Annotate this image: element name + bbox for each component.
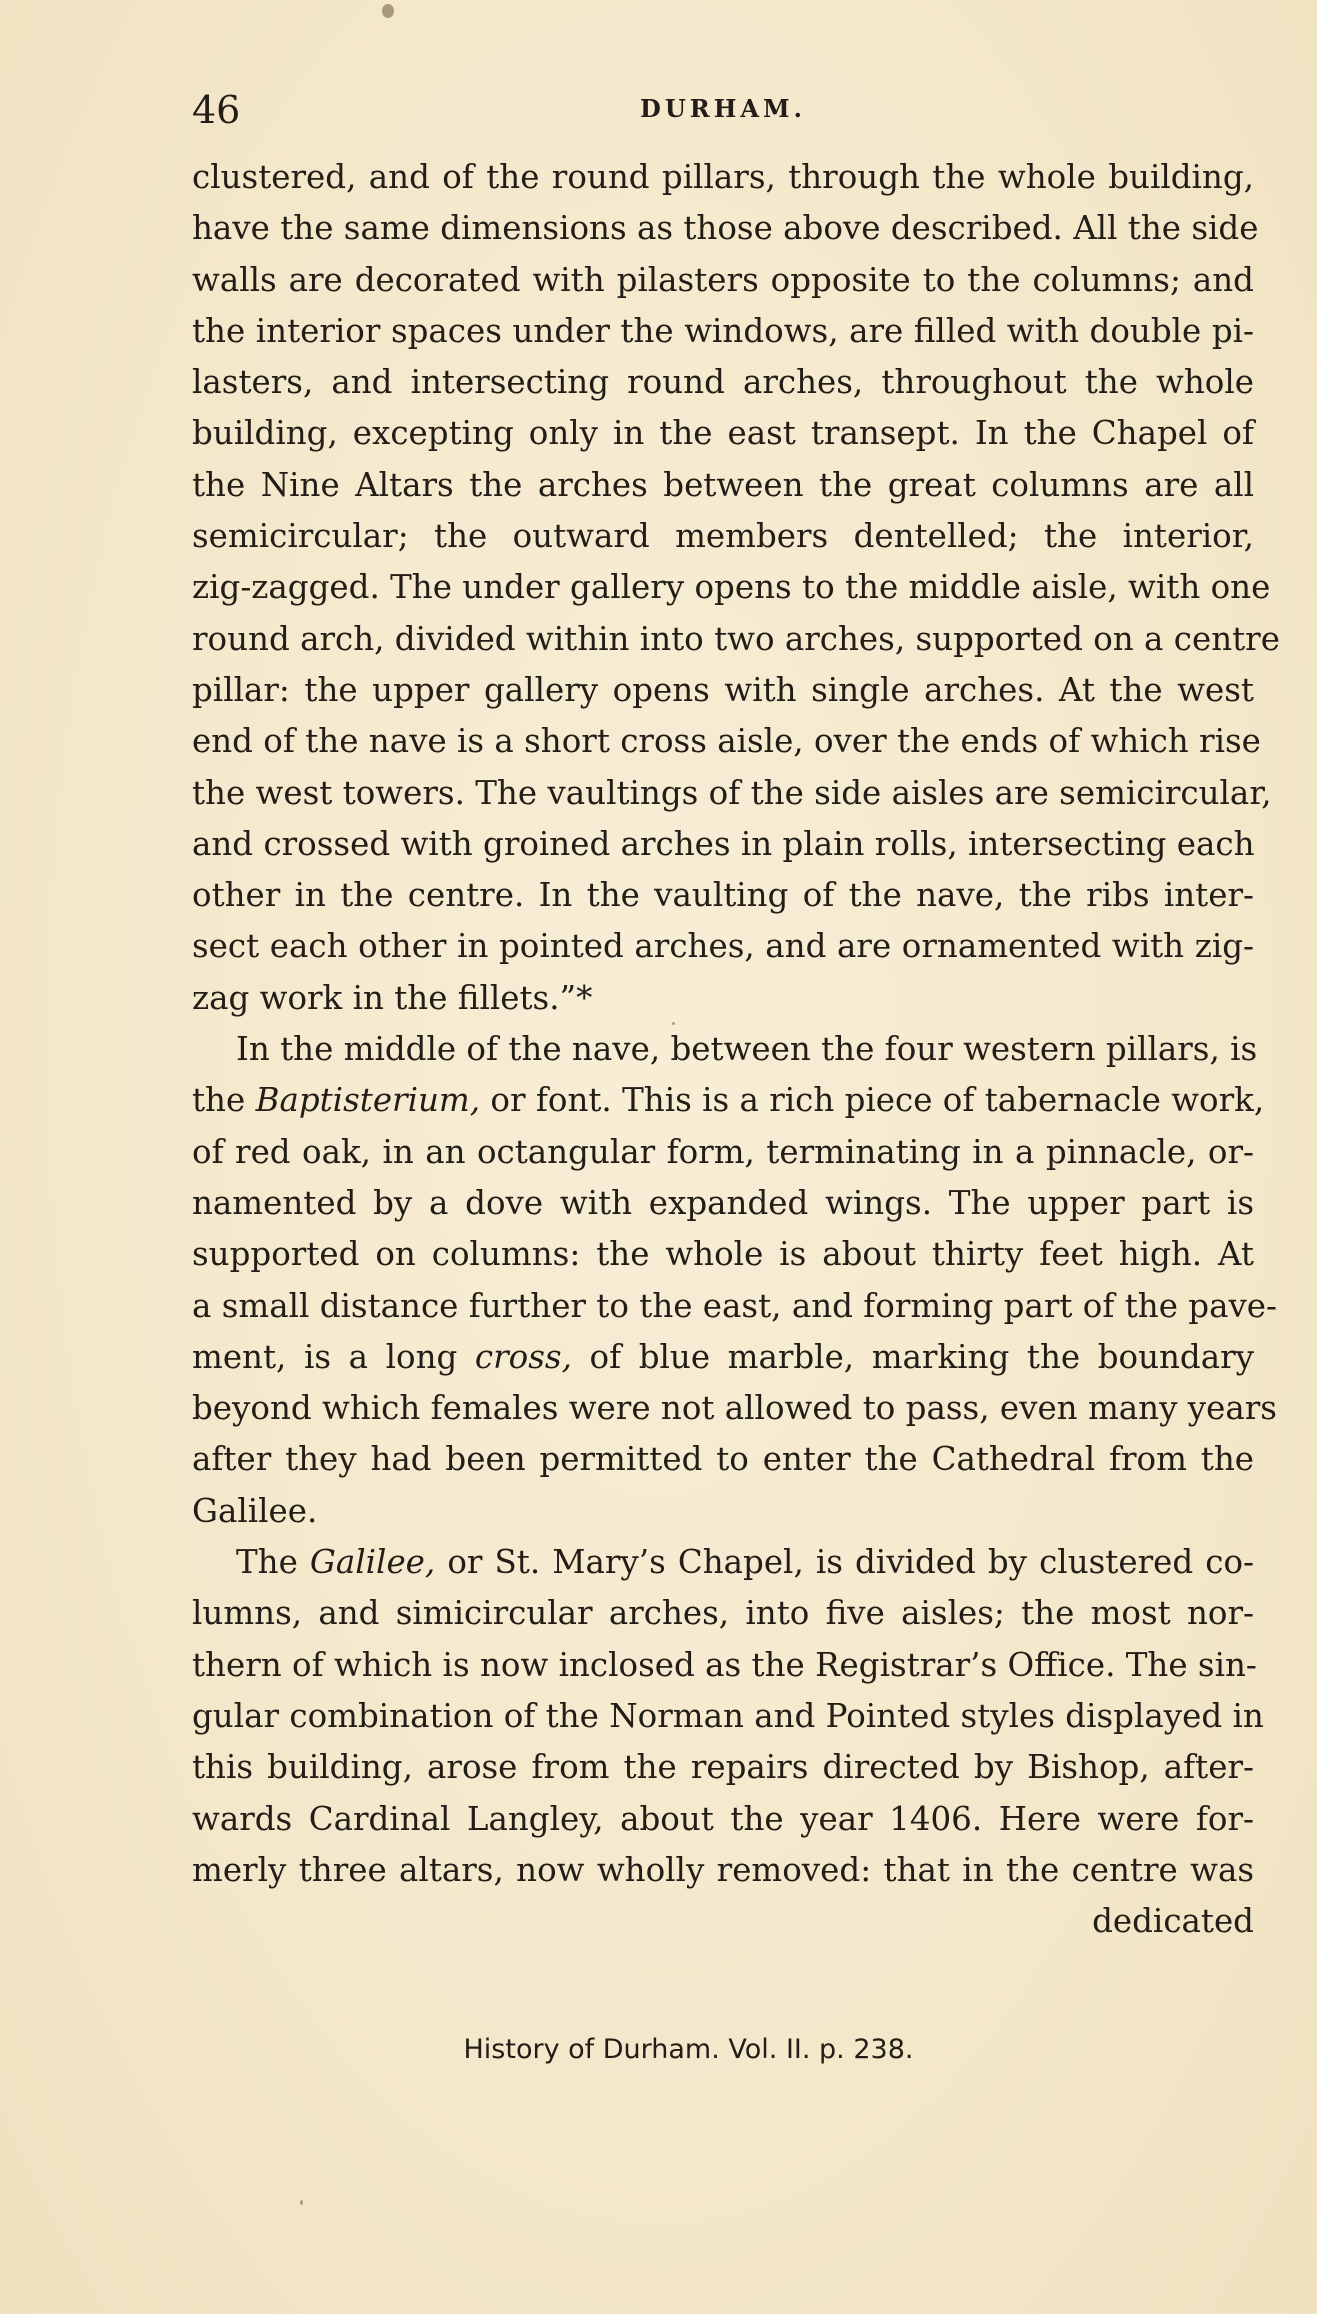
italic-term: cross, bbox=[474, 1337, 572, 1376]
text-line: other in the centre. In the vaulting of the nave, the ribs inter- bbox=[192, 876, 1254, 915]
text-line: pillar: the upper gallery opens with single arches. At the west bbox=[192, 670, 1254, 709]
text-run: the bbox=[192, 1081, 256, 1120]
text-line: clustered, and of the round pillars, through the whole building, bbox=[192, 158, 1254, 196]
text-line: building, excepting only in the east transept. In the Chapel of bbox=[192, 414, 1254, 453]
text-line: a small distance further to the east, and forming part of the pave- bbox=[192, 1286, 1278, 1325]
page-header bbox=[192, 88, 1254, 138]
page-number: 46 bbox=[192, 88, 241, 132]
text-line: of red oak, in an octangular form, terminating in a pinnacle, or- bbox=[192, 1132, 1254, 1171]
text-line: have the same dimensions as those above described. All the side bbox=[192, 209, 1259, 248]
text-line: this building, arose from the repairs directed by Bishop, after- bbox=[192, 1748, 1254, 1787]
text-line: and crossed with groined arches in plain rolls, intersecting each bbox=[192, 824, 1255, 863]
text-line: round arch, divided within into two arches, supported on a centre bbox=[192, 619, 1280, 658]
text-line bbox=[192, 1332, 1254, 1383]
italic-term: Baptisterium, bbox=[255, 1081, 481, 1120]
text-line: lasters, and intersecting round arches, throughout the whole bbox=[192, 363, 1254, 402]
text-line: wards Cardinal Langley, about the year 1406. Here were for- bbox=[192, 1799, 1254, 1838]
text-line: Galilee. bbox=[192, 1491, 318, 1530]
paper-speck bbox=[300, 2200, 303, 2205]
italic-term: Galilee, bbox=[309, 1543, 436, 1582]
text-run: or St. Mary’s Chapel, is divided by clustered co- bbox=[435, 1543, 1254, 1582]
body-text bbox=[192, 152, 1280, 1947]
text-line: after they had been permitted to enter the Cathedral from the bbox=[192, 1440, 1254, 1479]
catchword: dedicated bbox=[1092, 1902, 1254, 1941]
text-line: In the middle of the nave, between the four western pillars, is bbox=[236, 1030, 1258, 1069]
text-line: merly three altars, now wholly removed: that in the centre was bbox=[192, 1850, 1254, 1889]
text-line: end of the nave is a short cross aisle, over the ends of which rise bbox=[192, 722, 1261, 761]
text-line: beyond which females were not allowed to pass, even many years bbox=[192, 1389, 1277, 1428]
paper-speck bbox=[382, 4, 394, 18]
text-line: zig-zagged. The under gallery opens to the middle aisle, with one bbox=[192, 568, 1271, 607]
text-line: supported on columns: the whole is about thirty feet high. At bbox=[192, 1235, 1254, 1274]
text-run: The bbox=[236, 1543, 310, 1582]
text-line bbox=[192, 1075, 1265, 1126]
text-line: the west towers. The vaultings of the side aisles are semicircular, bbox=[192, 773, 1272, 812]
text-line: walls are decorated with pilasters opposite to the columns; and bbox=[192, 260, 1254, 299]
text-line: zag work in the fillets.”* bbox=[192, 978, 593, 1017]
text-line: namented by a dove with expanded wings. The upper part is bbox=[192, 1183, 1254, 1222]
text-line bbox=[192, 1537, 1254, 1588]
text-line: semicircular; the outward members dentelled; the interior, bbox=[192, 517, 1254, 556]
text-run: or font. This is a rich piece of tabernacle work, bbox=[480, 1081, 1265, 1120]
footnote: History of Durham. Vol. II. p. 238. bbox=[463, 2034, 914, 2065]
text-line: gular combination of the Norman and Pointed styles displayed in bbox=[192, 1696, 1264, 1735]
text-run: ment, is a long bbox=[192, 1337, 475, 1376]
text-line: sect each other in pointed arches, and are ornamented with zig- bbox=[192, 927, 1254, 966]
paper-speck bbox=[672, 1022, 675, 1025]
running-head: DURHAM. bbox=[640, 94, 806, 123]
text-run: of blue marble, marking the boundary bbox=[571, 1337, 1255, 1376]
text-line: thern of which is now inclosed as the Registrar’s Office. The sin- bbox=[192, 1645, 1257, 1684]
text-line: the interior spaces under the windows, are filled with double pi- bbox=[192, 311, 1254, 350]
text-line: the Nine Altars the arches between the great columns are all bbox=[192, 465, 1254, 504]
text-line: lumns, and simicircular arches, into five aisles; the most nor- bbox=[192, 1594, 1254, 1633]
